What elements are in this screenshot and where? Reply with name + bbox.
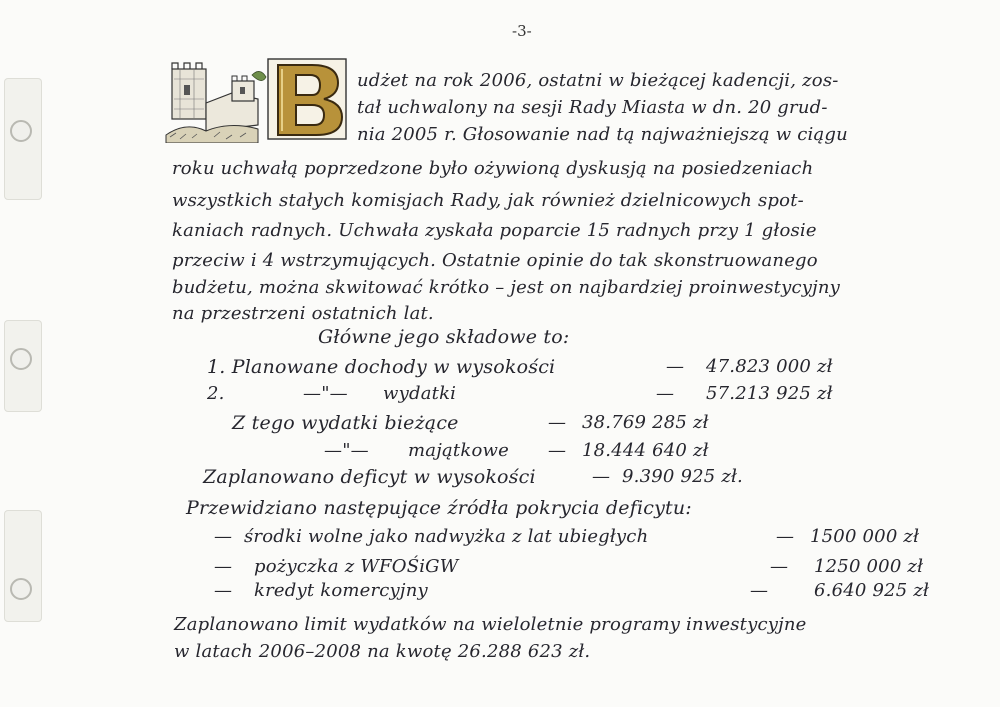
paragraph-line: nia 2005 r. Głosowanie nad tą najważniejszą w ciągu [357,124,848,145]
components-heading: Główne jego składowe to: [318,326,570,348]
paragraph-line: budżetu, można skwitować krótko – jest on najbardziej proinwestycyjny [172,277,841,298]
castle-illustration [162,55,354,143]
expenses-number: 2. [207,383,225,404]
current-expenses-dash: — [548,412,567,433]
expenses-dash: — [656,383,675,404]
source-value: 1500 000 zł [810,526,920,547]
paragraph-line: wszystkich stałych komisjach Rady, jak również dzielnicowych spot- [172,190,804,211]
punch-hole [10,120,32,142]
punch-hole [10,348,32,370]
deficit-dash: — [592,466,611,487]
current-expenses-label: Z tego wydatki bieżące [232,412,459,434]
source-label: środki wolne jako nadwyżka z lat ubiegłych [244,526,649,547]
punch-hole [10,578,32,600]
source-dash: — [750,580,769,601]
expenses-value: 57.213 925 zł [706,383,833,404]
expenses-label: wydatki [383,383,457,404]
property-expenses-value: 18.444 640 zł [582,440,709,461]
deficit-value: 9.390 925 zł. [622,466,743,487]
property-expenses-label: majątkowe [408,440,509,461]
source-value: 6.640 925 zł [814,580,930,601]
source-bullet: — [214,580,233,601]
paragraph-line: na przestrzeni ostatnich lat. [172,303,434,324]
source-dash: — [776,526,795,547]
paragraph-line: tał uchwalony na sesji Rady Miasta w dn. 20 grud- [357,97,828,118]
ditto-mark: —"— [303,383,348,404]
source-bullet: — [214,556,233,577]
binder-strip [4,510,42,622]
sources-heading: Przewidziano następujące źródła pokrycia deficytu: [186,497,692,519]
limit-line: w latach 2006–2008 na kwotę 26.288 623 zł. [174,641,591,662]
property-expenses-dash: — [548,440,567,461]
source-dash: — [770,556,789,577]
limit-line: Zaplanowano limit wydatków na wieloletnie programy inwestycyjne [174,614,807,635]
income-label: 1. Planowane dochody w wysokości [207,356,556,378]
source-label: kredyt komercyjny [254,580,428,601]
paragraph-line: przeciw i 4 wstrzymujących. Ostatnie opinie do tak skonstruowanego [172,250,818,271]
deficit-label: Zaplanowano deficyt w wysokości [203,466,536,488]
source-value: 1250 000 zł [814,556,924,577]
source-bullet: — [214,526,233,547]
paragraph-line: udżet na rok 2006, ostatni w bieżącej kadencji, zos- [357,70,839,91]
paragraph-line: kaniach radnych. Uchwała zyskała poparcie 15 radnych przy 1 głosie [172,220,817,241]
ditto-mark: —"— [324,440,369,461]
source-label: pożyczka z WFOŚiGW [254,556,459,577]
page-number: -3- [512,22,532,40]
current-expenses-value: 38.769 285 zł [582,412,709,433]
paragraph-line: roku uchwałą poprzedzone było ożywioną dyskusją na posiedzeniach [172,158,814,179]
income-value: 47.823 000 zł [706,356,833,377]
illuminated-initial [162,55,354,143]
income-dash: — [666,356,685,377]
